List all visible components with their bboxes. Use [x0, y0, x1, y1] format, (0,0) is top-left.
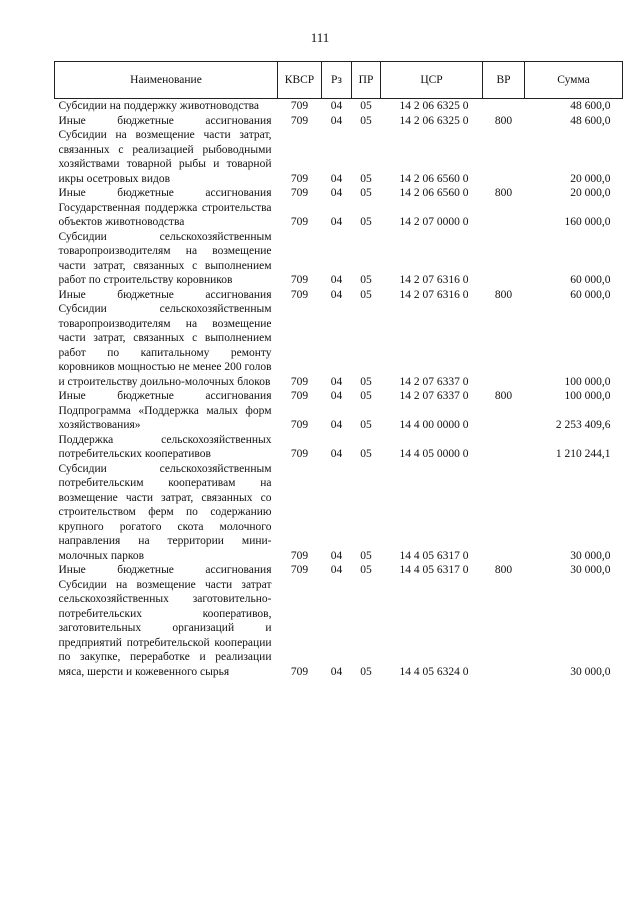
- row-vr: [483, 230, 525, 288]
- row-kvsr: 709: [290, 665, 309, 678]
- header-csr: ЦСР: [381, 62, 483, 99]
- table-row: [55, 404, 623, 433]
- row-pr: 05: [360, 564, 372, 576]
- row-pr: 05: [360, 549, 372, 562]
- row-rz: 04: [330, 564, 343, 576]
- row-sum: 30 000,0: [570, 564, 611, 576]
- row-kvsr: 709: [290, 549, 309, 562]
- row-rz: 04: [330, 448, 343, 460]
- row-vr: [483, 302, 525, 389]
- page-number: 111: [310, 30, 330, 45]
- row-sum: 30 000,0: [570, 665, 611, 678]
- row-name: Иные бюджетные ассигнования: [58, 564, 272, 576]
- row-sum: 60 000,0: [570, 274, 611, 286]
- row-pr: 05: [360, 114, 372, 127]
- row-name: Иные бюджетные ассигнования: [58, 390, 272, 402]
- row-vr: 800: [494, 187, 513, 199]
- row-csr: 14 4 05 0000 0: [399, 448, 469, 460]
- table-row: [55, 462, 623, 564]
- table-row: [55, 288, 623, 303]
- row-pr: 05: [360, 665, 372, 678]
- row-kvsr: 709: [290, 419, 309, 431]
- row-vr: [483, 462, 525, 564]
- row-name: Субсидии на поддержку животноводства: [58, 100, 259, 112]
- row-kvsr: 709: [290, 274, 309, 286]
- row-sum: 100 000,0: [564, 375, 611, 388]
- row-pr: 05: [360, 100, 372, 112]
- row-name: Подпрограмма «Поддержка малых форм хозяйствования»: [58, 404, 272, 431]
- table-row: [55, 389, 623, 404]
- row-sum: 60 000,0: [570, 288, 611, 301]
- row-sum: 1 210 244,1: [555, 448, 611, 460]
- row-rz: 04: [330, 100, 343, 112]
- table-row: [55, 578, 623, 680]
- table-row: [55, 114, 623, 129]
- table-header: [55, 62, 623, 99]
- row-sum: 100 000,0: [564, 390, 611, 402]
- row-csr: 14 2 07 6316 0: [399, 288, 469, 301]
- row-rz: 04: [330, 390, 343, 402]
- row-vr: [483, 433, 525, 462]
- row-csr: 14 2 07 6316 0: [399, 274, 469, 286]
- row-kvsr: 709: [290, 564, 309, 576]
- row-kvsr: 709: [290, 375, 309, 388]
- row-pr: 05: [360, 274, 372, 286]
- row-csr: 14 2 06 6325 0: [399, 114, 469, 127]
- row-rz: 04: [330, 172, 343, 185]
- row-csr: 14 2 06 6560 0: [399, 172, 469, 185]
- row-name: Государственная поддержка строительства объектов животноводства: [58, 201, 272, 228]
- row-sum: 48 600,0: [570, 114, 611, 127]
- table-row: [55, 230, 623, 288]
- row-csr: 14 4 05 6317 0: [399, 549, 469, 562]
- row-rz: 04: [330, 419, 343, 431]
- row-rz: 04: [330, 549, 343, 562]
- row-rz: 04: [330, 665, 343, 678]
- row-kvsr: 709: [290, 114, 309, 127]
- row-name: Иные бюджетные ассигнования: [58, 114, 272, 127]
- row-name: Субсидии сельскохозяйственным товаропроизводителям на возмещение части затрат, связанных с выполнением работ по строительству коровников: [58, 230, 272, 286]
- row-sum: 160 000,0: [564, 216, 611, 228]
- row-vr: 800: [494, 564, 513, 576]
- row-kvsr: 709: [290, 172, 309, 185]
- row-pr: 05: [360, 375, 372, 388]
- row-pr: 05: [360, 187, 372, 199]
- row-kvsr: 709: [290, 187, 309, 199]
- table-row: [55, 99, 623, 114]
- row-pr: 05: [360, 216, 372, 228]
- row-csr: 14 4 00 0000 0: [399, 419, 469, 431]
- table-body: [55, 99, 623, 680]
- budget-table: [54, 61, 623, 679]
- row-rz: 04: [330, 274, 343, 286]
- header-name: Наименование: [55, 62, 278, 99]
- row-name: Субсидии сельскохозяйственным потребительским кооперативам на возмещение части затрат, связанных со строительством ферм по содержанию крупного рогатого скота молочного направления на территории мини-молочных парков: [58, 462, 272, 562]
- header-vr: ВР: [483, 62, 525, 99]
- row-kvsr: 709: [290, 390, 309, 402]
- row-vr: [483, 128, 525, 186]
- row-pr: 05: [360, 448, 372, 460]
- header-rz: Рз: [322, 62, 352, 99]
- row-name: Субсидии сельскохозяйственным товаропроизводителям на возмещение части затрат, связанных с выполнением работ по капитальному ремонту коровников мощностью не менее 200 голов и строительству доильно-молочных блоков: [58, 303, 272, 388]
- row-name: Иные бюджетные ассигнования: [58, 288, 272, 301]
- table-row: [55, 302, 623, 389]
- row-sum: 20 000,0: [570, 172, 611, 185]
- table-row: [55, 186, 623, 201]
- row-pr: 05: [360, 419, 372, 431]
- row-vr: 800: [494, 390, 513, 402]
- row-vr: [483, 201, 525, 230]
- row-kvsr: 709: [290, 216, 309, 228]
- row-name: Субсидии на возмещение части затрат, связанных с реализацией рыбоводными хозяйствами товарной рыбы и товарной икры осетровых видов: [58, 129, 272, 185]
- row-kvsr: 709: [290, 448, 309, 460]
- row-rz: 04: [330, 187, 343, 199]
- row-kvsr: 709: [290, 100, 309, 112]
- row-csr: 14 2 07 0000 0: [399, 216, 469, 228]
- row-vr: 800: [494, 288, 513, 301]
- row-rz: 04: [330, 114, 343, 127]
- row-csr: 14 4 05 6324 0: [399, 665, 469, 678]
- row-sum: 2 253 409,6: [555, 419, 611, 431]
- row-name: Иные бюджетные ассигнования: [58, 187, 272, 199]
- header-sum: Сумма: [525, 62, 623, 99]
- row-csr: 14 4 05 6317 0: [399, 564, 469, 576]
- row-vr: [483, 578, 525, 680]
- table-row: [55, 433, 623, 462]
- row-csr: 14 2 07 6337 0: [399, 375, 469, 388]
- table-row: [55, 563, 623, 578]
- header-kvsr: КВСР: [278, 62, 322, 99]
- row-sum: 30 000,0: [570, 549, 611, 562]
- row-name: Поддержка сельскохозяйственных потребительских кооперативов: [58, 433, 272, 460]
- row-csr: 14 2 06 6325 0: [399, 100, 469, 112]
- row-kvsr: 709: [290, 288, 309, 301]
- row-pr: 05: [360, 288, 372, 301]
- row-csr: 14 2 06 6560 0: [399, 187, 469, 199]
- header-pr: ПР: [352, 62, 381, 99]
- row-pr: 05: [360, 390, 372, 402]
- row-name: Субсидии на возмещение части затрат сельскохозяйственных заготовительно-потребительских кооперативов, заготовительных организаций и предприятий потребительской кооперации по закупке, переработке и реализации мяса, шерсти и кожевенного сырья: [58, 578, 272, 678]
- row-rz: 04: [330, 216, 343, 228]
- row-rz: 04: [330, 288, 343, 301]
- row-sum: 48 600,0: [570, 100, 611, 112]
- row-vr: [483, 99, 525, 114]
- header-row: [55, 62, 623, 99]
- row-csr: 14 2 07 6337 0: [399, 390, 469, 402]
- row-rz: 04: [330, 375, 343, 388]
- table-row: [55, 201, 623, 230]
- table-row: [55, 128, 623, 186]
- row-vr: 800: [494, 114, 513, 127]
- row-vr: [483, 404, 525, 433]
- row-sum: 20 000,0: [570, 187, 611, 199]
- row-pr: 05: [360, 172, 372, 185]
